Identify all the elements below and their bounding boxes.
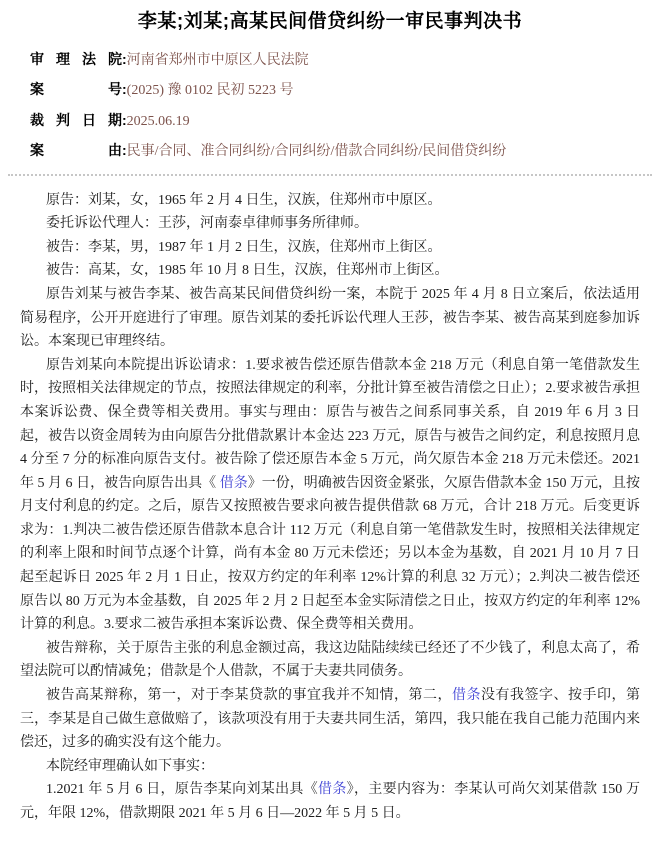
paragraph	[20, 236, 640, 260]
jietiao-term-link[interactable]: 借条	[452, 688, 481, 704]
colon: :	[122, 142, 127, 159]
paragraph	[20, 259, 640, 283]
meta-row-court	[30, 52, 660, 68]
meta-row-case-number	[30, 82, 660, 98]
case-meta-section	[30, 52, 660, 159]
court-value: 河南省郑州市中原区人民法院	[126, 53, 309, 68]
paragraph-text: 被告：高某，女，1985 年 10 月 8 日生，汉族，住郑州市上街区。	[46, 263, 449, 279]
paragraph	[20, 354, 640, 637]
body-paragraphs	[0, 176, 660, 826]
cause-of-action-value: 民事/合同、准合同纠纷/合同纠纷/借款合同纠纷/民间借贷纠纷	[126, 144, 507, 160]
paragraph-text: 1.2021 年 5 月 6 日，原告李某向刘某出具《	[46, 782, 319, 798]
paragraph	[20, 684, 640, 755]
paragraph	[20, 755, 640, 779]
paragraph	[20, 212, 640, 236]
paragraph	[20, 189, 640, 213]
paragraph-text: 》一份，明确被告因资金紧张，欠原告借款本金 150 万元，且按月支付利息的约定。之后，原告又按照被告要求向被告提供借款 68 万元，合计 218 万元。后变更诉求为：1.判决二被告偿还原告借款本息合计 112 万元（利息自第一笔借款发生时，按照相关法律规定的利率上限和时间节点逐个计算，尚有本金 80 万元未偿还；另以本金为基数，自 2021 月 10 月 7 日起至起诉日 2025 年 2 月 1 日止，按双方约定的年利率 12%计算的利息 32 万元）；2.判决二被告偿还原告以 80 万元为本金基数，自 2025 年 2 月 2 日起至本金实际清偿之日止，按双方约定的年利率 12%计算的利息。3.要求二被告承担本案诉讼费、保全费等相关费用。	[20, 475, 641, 633]
paragraph	[20, 637, 640, 684]
meta-row-judgment-date	[30, 113, 660, 129]
judgment-date-value: 2025.06.19	[126, 113, 190, 129]
judgment-date-label: 裁判日期	[30, 111, 122, 128]
paragraph-text: 没有我签字、按手印，第三，李某是自己做生意做赔了，该款项没有用于夫妻共同生活，第四，我只能在我自己能力范围内来偿还，过多的确实没有这个能力。	[20, 688, 640, 751]
cause-of-action-label: 案由	[30, 142, 122, 159]
paragraph-text: 被告：李某，男，1987 年 1 月 2 日生，汉族，住郑州市上街区。	[46, 239, 442, 255]
colon: :	[122, 81, 127, 98]
paragraph-text: 被告高某辩称，第一，对于李某贷款的事宜我并不知情，第二，	[46, 688, 452, 704]
paragraph-text: 原告：刘某，女，1965 年 2 月 4 日生，汉族，住郑州市中原区。	[46, 192, 442, 208]
case-number-value: (2025) 豫 0102 民初 5223 号	[126, 83, 294, 99]
paragraph	[20, 283, 640, 354]
meta-row-cause-of-action	[30, 143, 660, 159]
paragraph-text: 原告刘某与被告李某、被告高某民间借贷纠纷一案，本院于 2025 年 4 月 8 日立案后，依法适用简易程序，公开开庭进行了审理。原告刘某的委托诉讼代理人王莎，被告李某、被告高某到庭参加诉讼。本案现已审理终结。	[20, 286, 640, 350]
paragraph-text: 原告刘某向本院提出诉讼请求：1.要求被告偿还原告借款本金 218 万元（利息自第一笔借款发生时，按照相关法律规定的节点，按照法律规定的利率，分批计算至被告清偿之日止）；2.要求被告承担本案诉讼费、保全费等相关费用。事实与理由：原告与被告之间系同事关系，自 2019 年 6 月 3 日起，被告以资金周转为由向原告分批借款累计本金达 223 万元，原告与被告之间约定，利息按照月息 4 分至 7 分的标准向原告支付。被告除了偿还原告本金 5 万元，尚欠原告本金 218 万元未偿还。2021 年 5 月 6 日，被告向原告出具《	[20, 357, 640, 491]
paragraph	[20, 778, 640, 825]
paragraph-text: 被告辩称，关于原告主张的利息金额过高，我这边陆陆续续已经还了不少钱了，利息太高了，希望法院可以酌情减免；借款是个人借款，不属于夫妻共同债务。	[20, 640, 640, 680]
paragraph-text: 》，主要内容为：李某认可尚欠刘某借款 150 万元，年限 12%，借款期限 2021 年 5 月 6 日—2022 年 5 月 5 日。	[20, 782, 641, 821]
paragraph-text: 委托诉讼代理人：王莎，河南泰卓律师事务所律师。	[46, 216, 368, 232]
jietiao-term-link[interactable]: 借条	[219, 475, 248, 491]
colon: :	[122, 51, 127, 67]
paragraph-text: 本院经审理确认如下事实：	[46, 758, 214, 774]
case-number-label: 案号	[30, 81, 122, 98]
court-label: 审理法院	[30, 51, 122, 67]
jietiao-term-link[interactable]: 借条	[318, 782, 347, 798]
colon: :	[122, 111, 127, 128]
document-title: 李某;刘某;高某民间借贷纠纷一审民事判决书	[137, 11, 523, 32]
